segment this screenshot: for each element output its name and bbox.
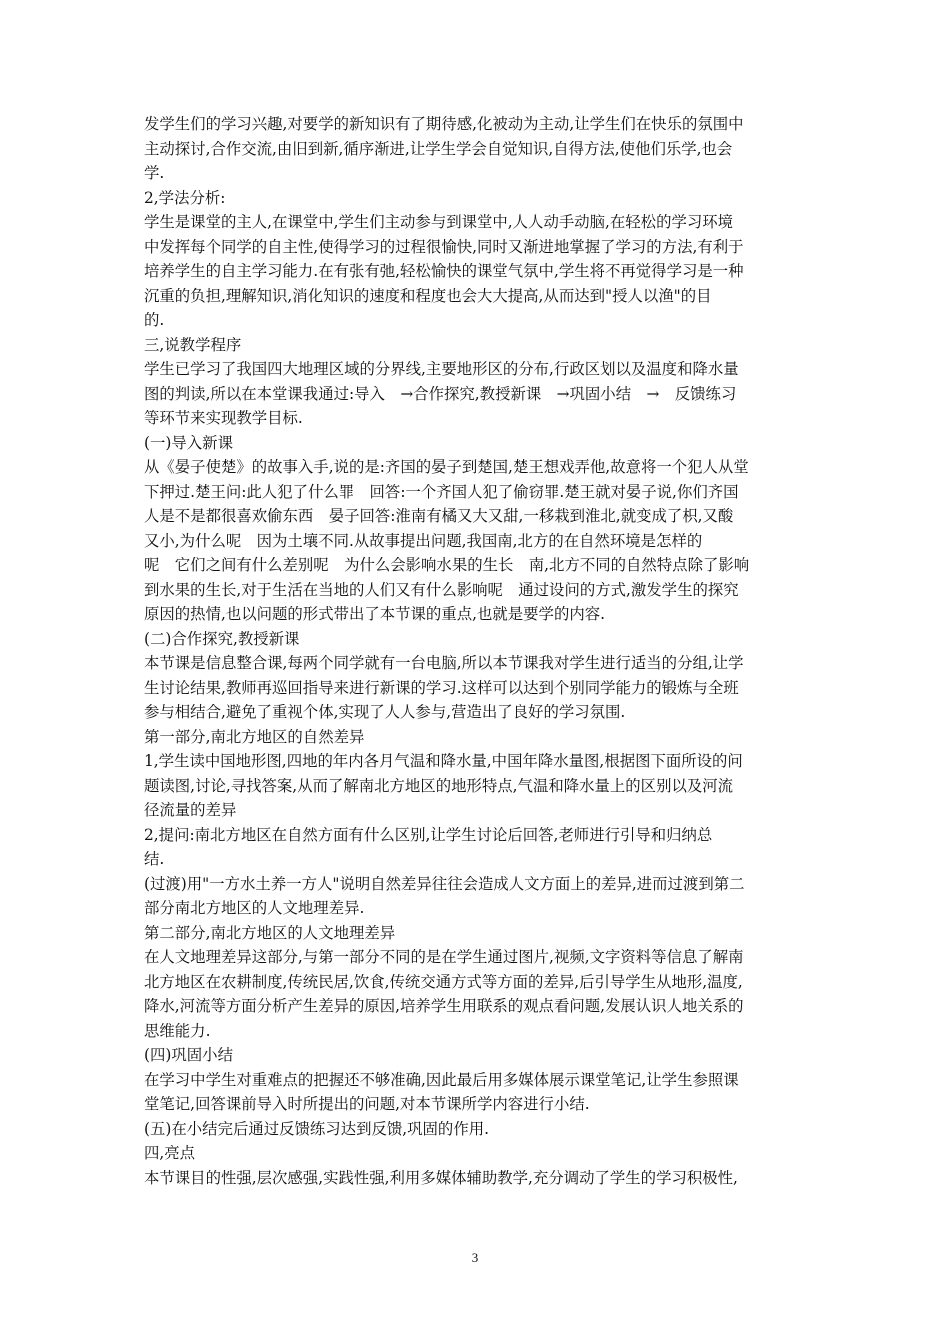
text-line: 降水,河流等方面分析产生差异的原因,培养学生用联系的观点看问题,发展认识人地关系的: [144, 997, 744, 1015]
text-line: 学生是课堂的主人,在课堂中,学生们主动参与到课堂中,人人动手动脑,在轻松的学习环境: [144, 213, 734, 231]
text-line: 培养学生的自主学习能力.在有张有弛,轻松愉快的课堂气氛中,学生将不再觉得学习是一种: [144, 262, 744, 280]
section-heading: (二)合作探究,教授新课: [144, 629, 300, 648]
text-line: 题读图,讨论,寻找答案,从而了解南北方地区的地形特点,气温和降水量上的区别以及河流: [144, 776, 734, 795]
text-line: 思维能力.: [144, 1021, 211, 1040]
text-line: 参与相结合,避免了重视个体,实现了人人参与,营造出了良好的学习氛围.: [144, 703, 626, 721]
text-line: 人是不是都很喜欢偷东西 晏子回答:淮南有橘又大又甜,一移栽到淮北,就变成了枳,又酸: [144, 507, 734, 525]
text-line: 原因的热情,也以问题的形式带出了本节课的重点,也就是要学的内容.: [144, 605, 606, 623]
text-line: 部分南北方地区的人文地理差异.: [144, 899, 365, 917]
section-heading: (四)巩固小结: [144, 1046, 233, 1064]
text-line: 下押过.楚王问:此人犯了什么罪 回答:一个齐国人犯了偷窃罪.楚王就对晏子说,你们齐国: [144, 482, 739, 501]
text-line: 图的判读,所以在本堂课我通过:导入 →合作探究,教授新课 →巩固小结 → 反馈练习: [144, 384, 737, 403]
section-heading: 四,亮点: [144, 1144, 196, 1162]
page-number: 3: [471, 1250, 479, 1265]
document-body: [144, 112, 814, 1190]
section-heading: 第二部分,南北方地区的人文地理差异: [144, 923, 396, 942]
text-line: 学.: [144, 164, 165, 182]
text-line: 主动探讨,合作交流,由旧到新,循序渐进,让学生学会自觉知识,自得方法,使他们乐学,也会: [144, 139, 733, 158]
text-line: 呢 它们之间有什么差别呢 为什么会影响水果的生长 南,北方不同的自然特点除了影响: [144, 556, 750, 574]
text-line: 在学习中学生对重难点的把握还不够准确,因此最后用多媒体展示课堂笔记,让学生参照课: [144, 1070, 739, 1089]
text-line: 本节课是信息整合课,每两个同学就有一台电脑,所以本节课我对学生进行适当的分组,让学: [144, 654, 744, 672]
text-line: 到水果的生长,对于生活在当地的人们又有什么影响呢 通过设问的方式,激发学生的探究: [144, 580, 739, 599]
text-line: 从《晏子使楚》的故事入手,说的是:齐国的晏子到楚国,楚王想戏弄他,故意将一个犯人从堂: [144, 458, 749, 476]
section-heading: 第一部分,南北方地区的自然差异: [144, 727, 365, 746]
section-heading: 2,学法分析:: [144, 188, 226, 207]
text-line: 堂笔记,回答课前导入时所提出的问题,对本节课所学内容进行小结.: [144, 1095, 590, 1113]
text-line: 的.: [144, 311, 165, 329]
text-line: 中发挥每个同学的自主性,使得学习的过程很愉快,同时又渐进地掌握了学习的方法,有利于: [144, 237, 744, 256]
text-line: (过渡)用"一方水土养一方人"说明自然差异往往会造成人文方面上的差异,进而过渡到第二: [144, 874, 745, 893]
text-line: 径流量的差异: [144, 801, 237, 819]
text-line: 1,学生读中国地形图,四地的年内各月气温和降水量,中国年降水量图,根据图下面所设的问: [144, 752, 743, 770]
section-heading: (一)导入新课: [144, 433, 233, 452]
text-line: 结.: [144, 850, 165, 868]
text-line: 本节课目的性强,层次感强,实践性强,利用多媒体辅助教学,充分调动了学生的学习积极性,: [144, 1168, 738, 1187]
text-line: 2,提问:南北方地区在自然方面有什么区别,让学生讨论后回答,老师进行引导和归纳总: [144, 825, 713, 844]
text-line: 生讨论结果,教师再巡回指导来进行新课的学习.这样可以达到个别同学能力的锻炼与全班: [144, 678, 739, 697]
text-line: 等环节来实现教学目标.: [144, 409, 303, 427]
text-line: (五)在小结完后通过反馈练习达到反馈,巩固的作用.: [144, 1119, 489, 1138]
text-line: 在人文地理差异这部分,与第一部分不同的是在学生通过图片,视频,文字资料等信息了解南: [144, 948, 744, 966]
text-line: 学生已学习了我国四大地理区域的分界线,主要地形区的分布,行政区划以及温度和降水量: [144, 360, 739, 378]
text-line: 北方地区在农耕制度,传统民居,饮食,传统交通方式等方面的差异,后引导学生从地形,温度,: [144, 972, 743, 991]
text-line: 又小,为什么呢 因为土壤不同.从故事提出问题,我国南,北方的在自然环境是怎样的: [144, 531, 703, 550]
text-line: 沉重的负担,理解知识,消化知识的速度和程度也会大大提高,从而达到"授人以渔"的目: [144, 286, 712, 305]
text-line: 发学生们的学习兴趣,对要学的新知识有了期待感,化被动为主动,让学生们在快乐的氛围中: [144, 115, 744, 133]
section-heading: 三,说教学程序: [144, 335, 242, 354]
